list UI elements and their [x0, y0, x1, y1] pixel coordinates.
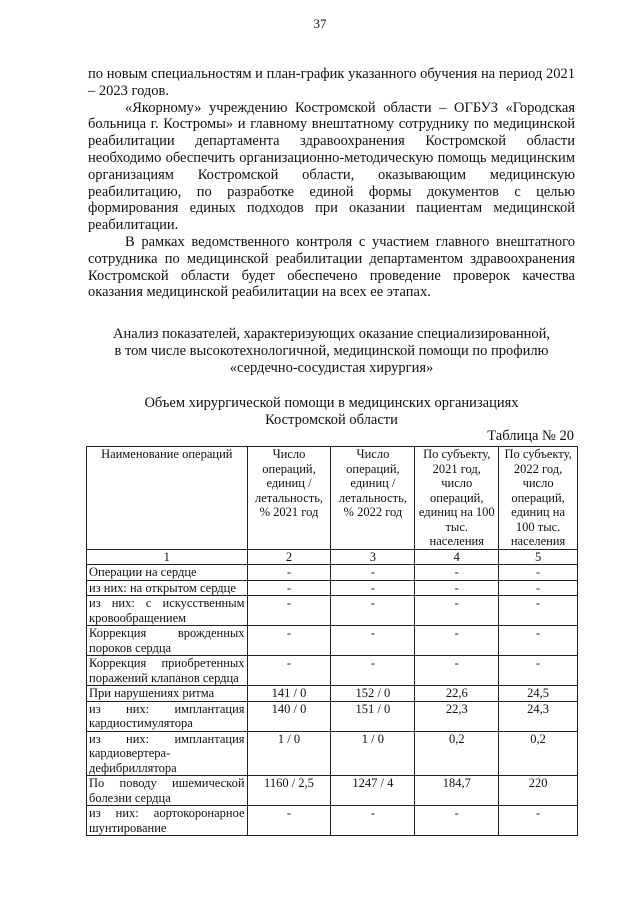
operation-name: По поводу ишемической болезни сердца	[87, 776, 248, 806]
table-row	[87, 565, 578, 581]
value-cell: -	[415, 656, 499, 686]
value-cell: -	[499, 580, 578, 596]
value-cell: -	[415, 806, 499, 836]
column-index-row	[87, 549, 578, 565]
value-cell: 151 / 0	[331, 701, 415, 731]
table-row	[87, 686, 578, 702]
table-row	[87, 806, 578, 836]
value-cell: -	[499, 565, 578, 581]
value-cell: 1 / 0	[331, 731, 415, 776]
value-cell: -	[415, 580, 499, 596]
table-row	[87, 626, 578, 656]
operation-name: из них: имплантация кардиостимулятора	[87, 701, 248, 731]
body-text	[88, 66, 575, 301]
header-cell: Число операций, единиц / летальность, % 2022 год	[331, 447, 415, 550]
index-cell: 1	[87, 549, 248, 565]
operation-name: Операции на сердце	[87, 565, 248, 581]
value-cell: 1160 / 2,5	[247, 776, 331, 806]
value-cell: 1247 / 4	[331, 776, 415, 806]
value-cell: -	[499, 656, 578, 686]
section-heading	[88, 326, 575, 376]
operation-name: из них: аортокоронарное шунтирование	[87, 806, 248, 836]
value-cell: 22,6	[415, 686, 499, 702]
header-cell: По субъекту, 2022 год, число операций, единиц на 100 тыс. населения	[499, 447, 578, 550]
index-cell: 5	[499, 549, 578, 565]
table-caption-line: Костромской области	[265, 411, 398, 428]
value-cell: 0,2	[499, 731, 578, 776]
operation-name: При нарушениях ритма	[87, 686, 248, 702]
paragraph: «Якорному» учреждению Костромской области – ОГБУЗ «Городская больница г. Костромы» и главному внештатному сотруднику по медицинской реабилитации департамента здравоохранения Костромской области необходимо обеспечить организационно-методическую помощь медицинским организациям Костромской области, оказывающим медицинскую реабилитацию, по разработке единой формы документов с целью формирования единых подходов при оказании пациентам медицинской реабилитации.	[88, 99, 575, 234]
value-cell: -	[415, 626, 499, 656]
value-cell: 24,3	[499, 701, 578, 731]
table-header-row	[87, 447, 578, 550]
index-cell: 3	[331, 549, 415, 565]
value-cell: -	[499, 596, 578, 626]
table-caption	[88, 395, 575, 429]
value-cell: -	[499, 806, 578, 836]
value-cell: -	[331, 806, 415, 836]
value-cell: 220	[499, 776, 578, 806]
table-row	[87, 776, 578, 806]
index-cell: 2	[247, 549, 331, 565]
operation-name: Коррекция врожденных пороков сердца	[87, 626, 248, 656]
table-row	[87, 656, 578, 686]
operation-name: из них: на открытом сердце	[87, 580, 248, 596]
page-number: 37	[313, 16, 327, 31]
table-number: Таблица № 20	[487, 428, 574, 444]
operation-name: из них: имплантация кардиовертера-дефибриллятора	[87, 731, 248, 776]
value-cell: 140 / 0	[247, 701, 331, 731]
table-row	[87, 580, 578, 596]
value-cell: -	[247, 656, 331, 686]
value-cell: 152 / 0	[331, 686, 415, 702]
index-cell: 4	[415, 549, 499, 565]
value-cell: -	[331, 656, 415, 686]
value-cell: -	[247, 596, 331, 626]
value-cell: -	[247, 626, 331, 656]
value-cell: 184,7	[415, 776, 499, 806]
value-cell: -	[331, 626, 415, 656]
table-caption-line: Объем хирургической помощи в медицинских организациях	[144, 395, 519, 411]
value-cell: 24,5	[499, 686, 578, 702]
table-row	[87, 596, 578, 626]
value-cell: -	[247, 580, 331, 596]
value-cell: 22,3	[415, 701, 499, 731]
operation-name: Коррекция приобретенных поражений клапанов сердца	[87, 656, 248, 686]
value-cell: 141 / 0	[247, 686, 331, 702]
operation-name: из них: с искусственным кровообращением	[87, 596, 248, 626]
table-row	[87, 701, 578, 731]
value-cell: -	[415, 596, 499, 626]
section-heading-line: «сердечно-сосудистая хирургия»	[229, 359, 434, 376]
value-cell: -	[247, 565, 331, 581]
value-cell: 0,2	[415, 731, 499, 776]
section-heading-line: Анализ показателей, характеризующих оказание специализированной,	[113, 326, 550, 342]
value-cell: -	[331, 565, 415, 581]
operations-table	[86, 446, 578, 836]
paragraph: В рамках ведомственного контроля с участием главного внештатного сотрудника по медицинской реабилитации департаментом здравоохранения Костромской области будет обеспечено проведение проверок качества оказания медицинской реабилитации на всех ее этапах.	[88, 233, 575, 301]
header-cell: Число операций, единиц / летальность, % 2021 год	[247, 447, 331, 550]
value-cell: -	[331, 580, 415, 596]
value-cell: -	[247, 806, 331, 836]
header-cell: По субъекту, 2021 год, число операций, единиц на 100 тыс. населения	[415, 447, 499, 550]
table-row	[87, 731, 578, 776]
value-cell: 1 / 0	[247, 731, 331, 776]
header-cell: Наименование операций	[87, 447, 248, 550]
value-cell: -	[331, 596, 415, 626]
section-heading-line: в том числе высокотехнологичной, медицинской помощи по профилю	[114, 342, 549, 359]
value-cell: -	[499, 626, 578, 656]
paragraph: по новым специальностям и план-график указанного обучения на период 2021 – 2023 годов.	[88, 66, 575, 99]
value-cell: -	[415, 565, 499, 581]
